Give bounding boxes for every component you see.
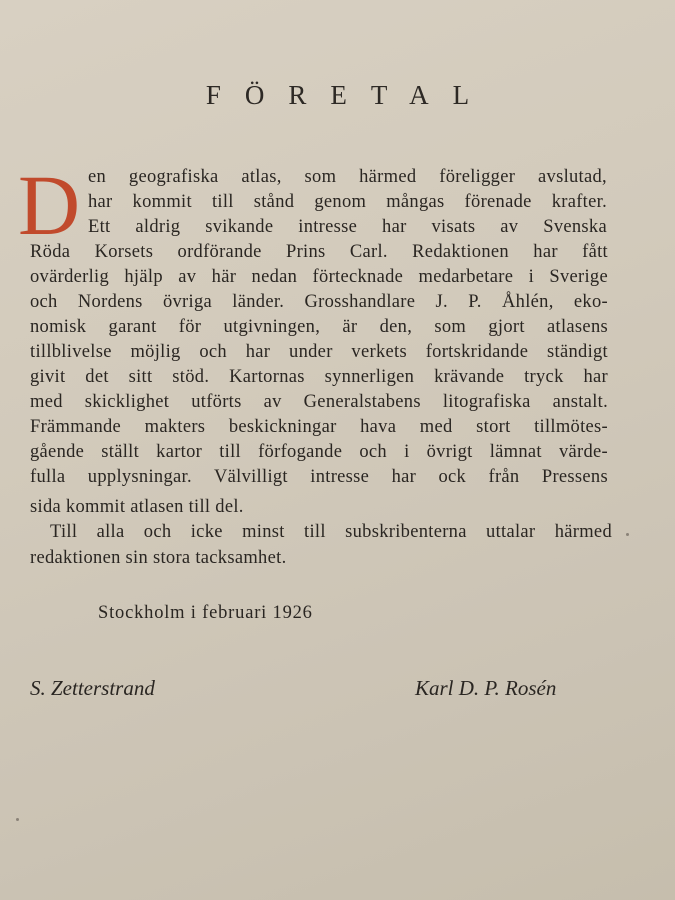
text-line: en geografiska atlas, som härmed föreligger avslutad, bbox=[88, 167, 607, 187]
text-line: och Nordens övriga länder. Grosshandlare J. P. Åhlén, eko- bbox=[30, 292, 608, 312]
text-line: Till alla och icke minst till subskribenterna uttalar härmed bbox=[50, 522, 612, 542]
page-title: FÖRETAL bbox=[205, 80, 494, 110]
text-line: Främmande makters beskickningar hava med stort tillmötes- bbox=[30, 417, 608, 437]
place-and-date: Stockholm i februari 1926 bbox=[98, 603, 313, 623]
text-line: fulla upplysningar. Välvilligt intresse har ock från Pressens bbox=[30, 467, 608, 487]
text-line: givit det sitt stöd. Kartornas synnerligen krävande tryck har bbox=[30, 367, 608, 387]
text-line: Ett aldrig svikande intresse har visats av Svenska bbox=[88, 217, 607, 237]
drop-cap-initial: D bbox=[18, 157, 81, 253]
text-line: nomisk garant för utgivningen, är den, som gjort atlasens bbox=[30, 317, 608, 337]
paper-speck bbox=[16, 818, 19, 821]
signature-left: S. Zetterstrand bbox=[30, 676, 155, 700]
text-line: ovärderlig hjälp av här nedan förtecknade medarbetare i Sverige bbox=[30, 267, 608, 287]
text-line: har kommit till stånd genom mångas förenade krafter. bbox=[88, 192, 607, 212]
text-line: redaktionen sin stora tacksamhet. bbox=[30, 548, 287, 568]
signature-right: Karl D. P. Rosén bbox=[415, 676, 557, 700]
text-line: sida kommit atlasen till del. bbox=[30, 497, 244, 517]
text-line: gående ställt kartor till förfogande och i övrigt lämnat värde- bbox=[30, 442, 608, 462]
text-line: Röda Korsets ordförande Prins Carl. Redaktionen har fått bbox=[30, 242, 608, 262]
text-line: tillblivelse möjlig och har under verkets fortskridande ständigt bbox=[30, 342, 608, 362]
paper-speck bbox=[626, 533, 629, 536]
text-line: med skicklighet utförts av Generalstabens litografiska anstalt. bbox=[30, 392, 608, 412]
